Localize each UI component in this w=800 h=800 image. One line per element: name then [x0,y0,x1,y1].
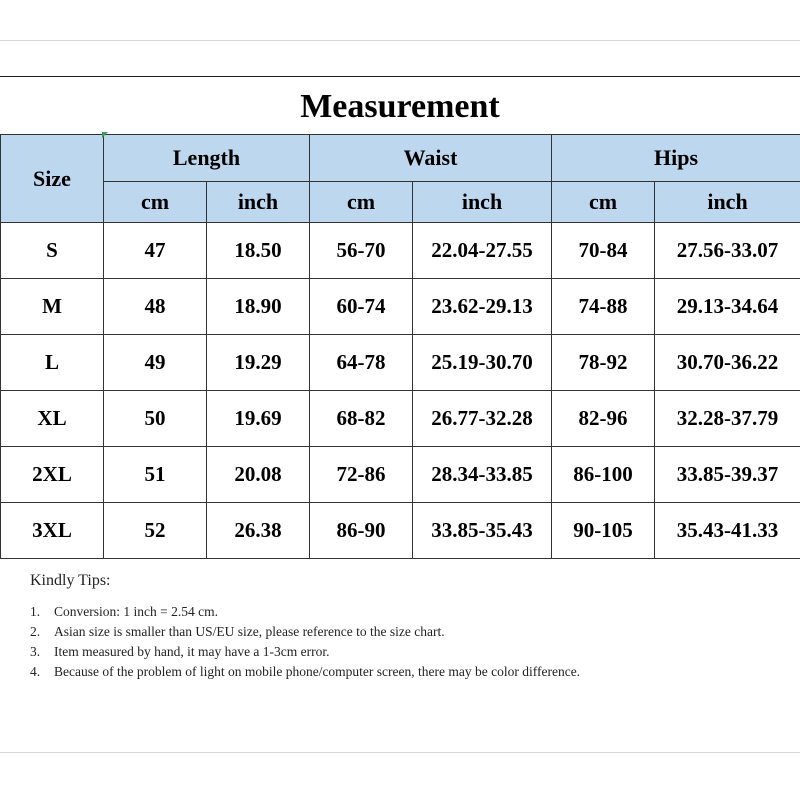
cell-value: 18.90 [207,279,310,335]
cell-value: 30.70-36.22 [655,335,800,391]
cell-value: 56-70 [310,223,413,279]
header-unit: cm [552,182,655,223]
list-item [30,642,790,662]
header-size: Size [1,135,104,223]
cell-size: M [1,279,104,335]
cell-value: 33.85-35.43 [413,503,552,559]
cell-value: 28.34-33.85 [413,447,552,503]
cell-value: 60-74 [310,279,413,335]
bottom-divider [0,752,800,753]
cell-comment-marker-icon [102,132,108,138]
header-unit: inch [655,182,800,223]
table-row [1,447,800,503]
header-hips: Hips [552,135,800,182]
tip-number: 2. [30,624,41,639]
page-title: Measurement [300,88,500,125]
header-row-units [1,182,800,223]
cell-value: 82-96 [552,391,655,447]
cell-value: 49 [104,335,207,391]
cell-value: 19.29 [207,335,310,391]
cell-value: 52 [104,503,207,559]
table-row [1,223,800,279]
cell-size: S [1,223,104,279]
tip-number: 3. [30,644,41,659]
tip-text: Conversion: 1 inch = 2.54 cm. [54,604,218,619]
cell-value: 72-86 [310,447,413,503]
cell-value: 48 [104,279,207,335]
cell-value: 86-90 [310,503,413,559]
table-row [1,503,800,559]
cell-value: 35.43-41.33 [655,503,800,559]
cell-value: 32.28-37.79 [655,391,800,447]
tip-text: Item measured by hand, it may have a 1-3cm error. [54,644,330,659]
cell-value: 70-84 [552,223,655,279]
cell-value: 74-88 [552,279,655,335]
header-unit: inch [207,182,310,223]
header-unit: cm [104,182,207,223]
tips-title: Kindly Tips: [30,572,111,589]
cell-value: 33.85-39.37 [655,447,800,503]
header-length: Length [104,135,310,182]
title-divider [0,76,800,77]
tip-number: 4. [30,664,41,679]
list-item [30,622,790,642]
cell-value: 27.56-33.07 [655,223,800,279]
table-row [1,391,800,447]
tips-list [30,602,790,682]
cell-value: 25.19-30.70 [413,335,552,391]
header-unit: inch [413,182,552,223]
list-item [30,602,790,622]
cell-value: 26.77-32.28 [413,391,552,447]
cell-value: 68-82 [310,391,413,447]
cell-value: 64-78 [310,335,413,391]
cell-value: 26.38 [207,503,310,559]
header-unit: cm [310,182,413,223]
table-row [1,335,800,391]
cell-size: 2XL [1,447,104,503]
header-waist: Waist [310,135,552,182]
size-chart-table [0,134,800,559]
cell-size: 3XL [1,503,104,559]
cell-value: 90-105 [552,503,655,559]
cell-value: 51 [104,447,207,503]
header-row-groups [1,135,800,182]
top-divider [0,40,800,41]
cell-size: L [1,335,104,391]
cell-value: 19.69 [207,391,310,447]
cell-size: XL [1,391,104,447]
tip-number: 1. [30,604,41,619]
cell-value: 86-100 [552,447,655,503]
cell-value: 23.62-29.13 [413,279,552,335]
cell-value: 50 [104,391,207,447]
tip-text: Asian size is smaller than US/EU size, please reference to the size chart. [54,624,445,639]
cell-value: 78-92 [552,335,655,391]
tips-section [30,572,790,682]
tip-text: Because of the problem of light on mobile phone/computer screen, there may be color difference. [54,664,581,679]
cell-value: 22.04-27.55 [413,223,552,279]
cell-value: 29.13-34.64 [655,279,800,335]
cell-value: 18.50 [207,223,310,279]
cell-value: 20.08 [207,447,310,503]
list-item [30,662,790,682]
cell-value: 47 [104,223,207,279]
table-row [1,279,800,335]
